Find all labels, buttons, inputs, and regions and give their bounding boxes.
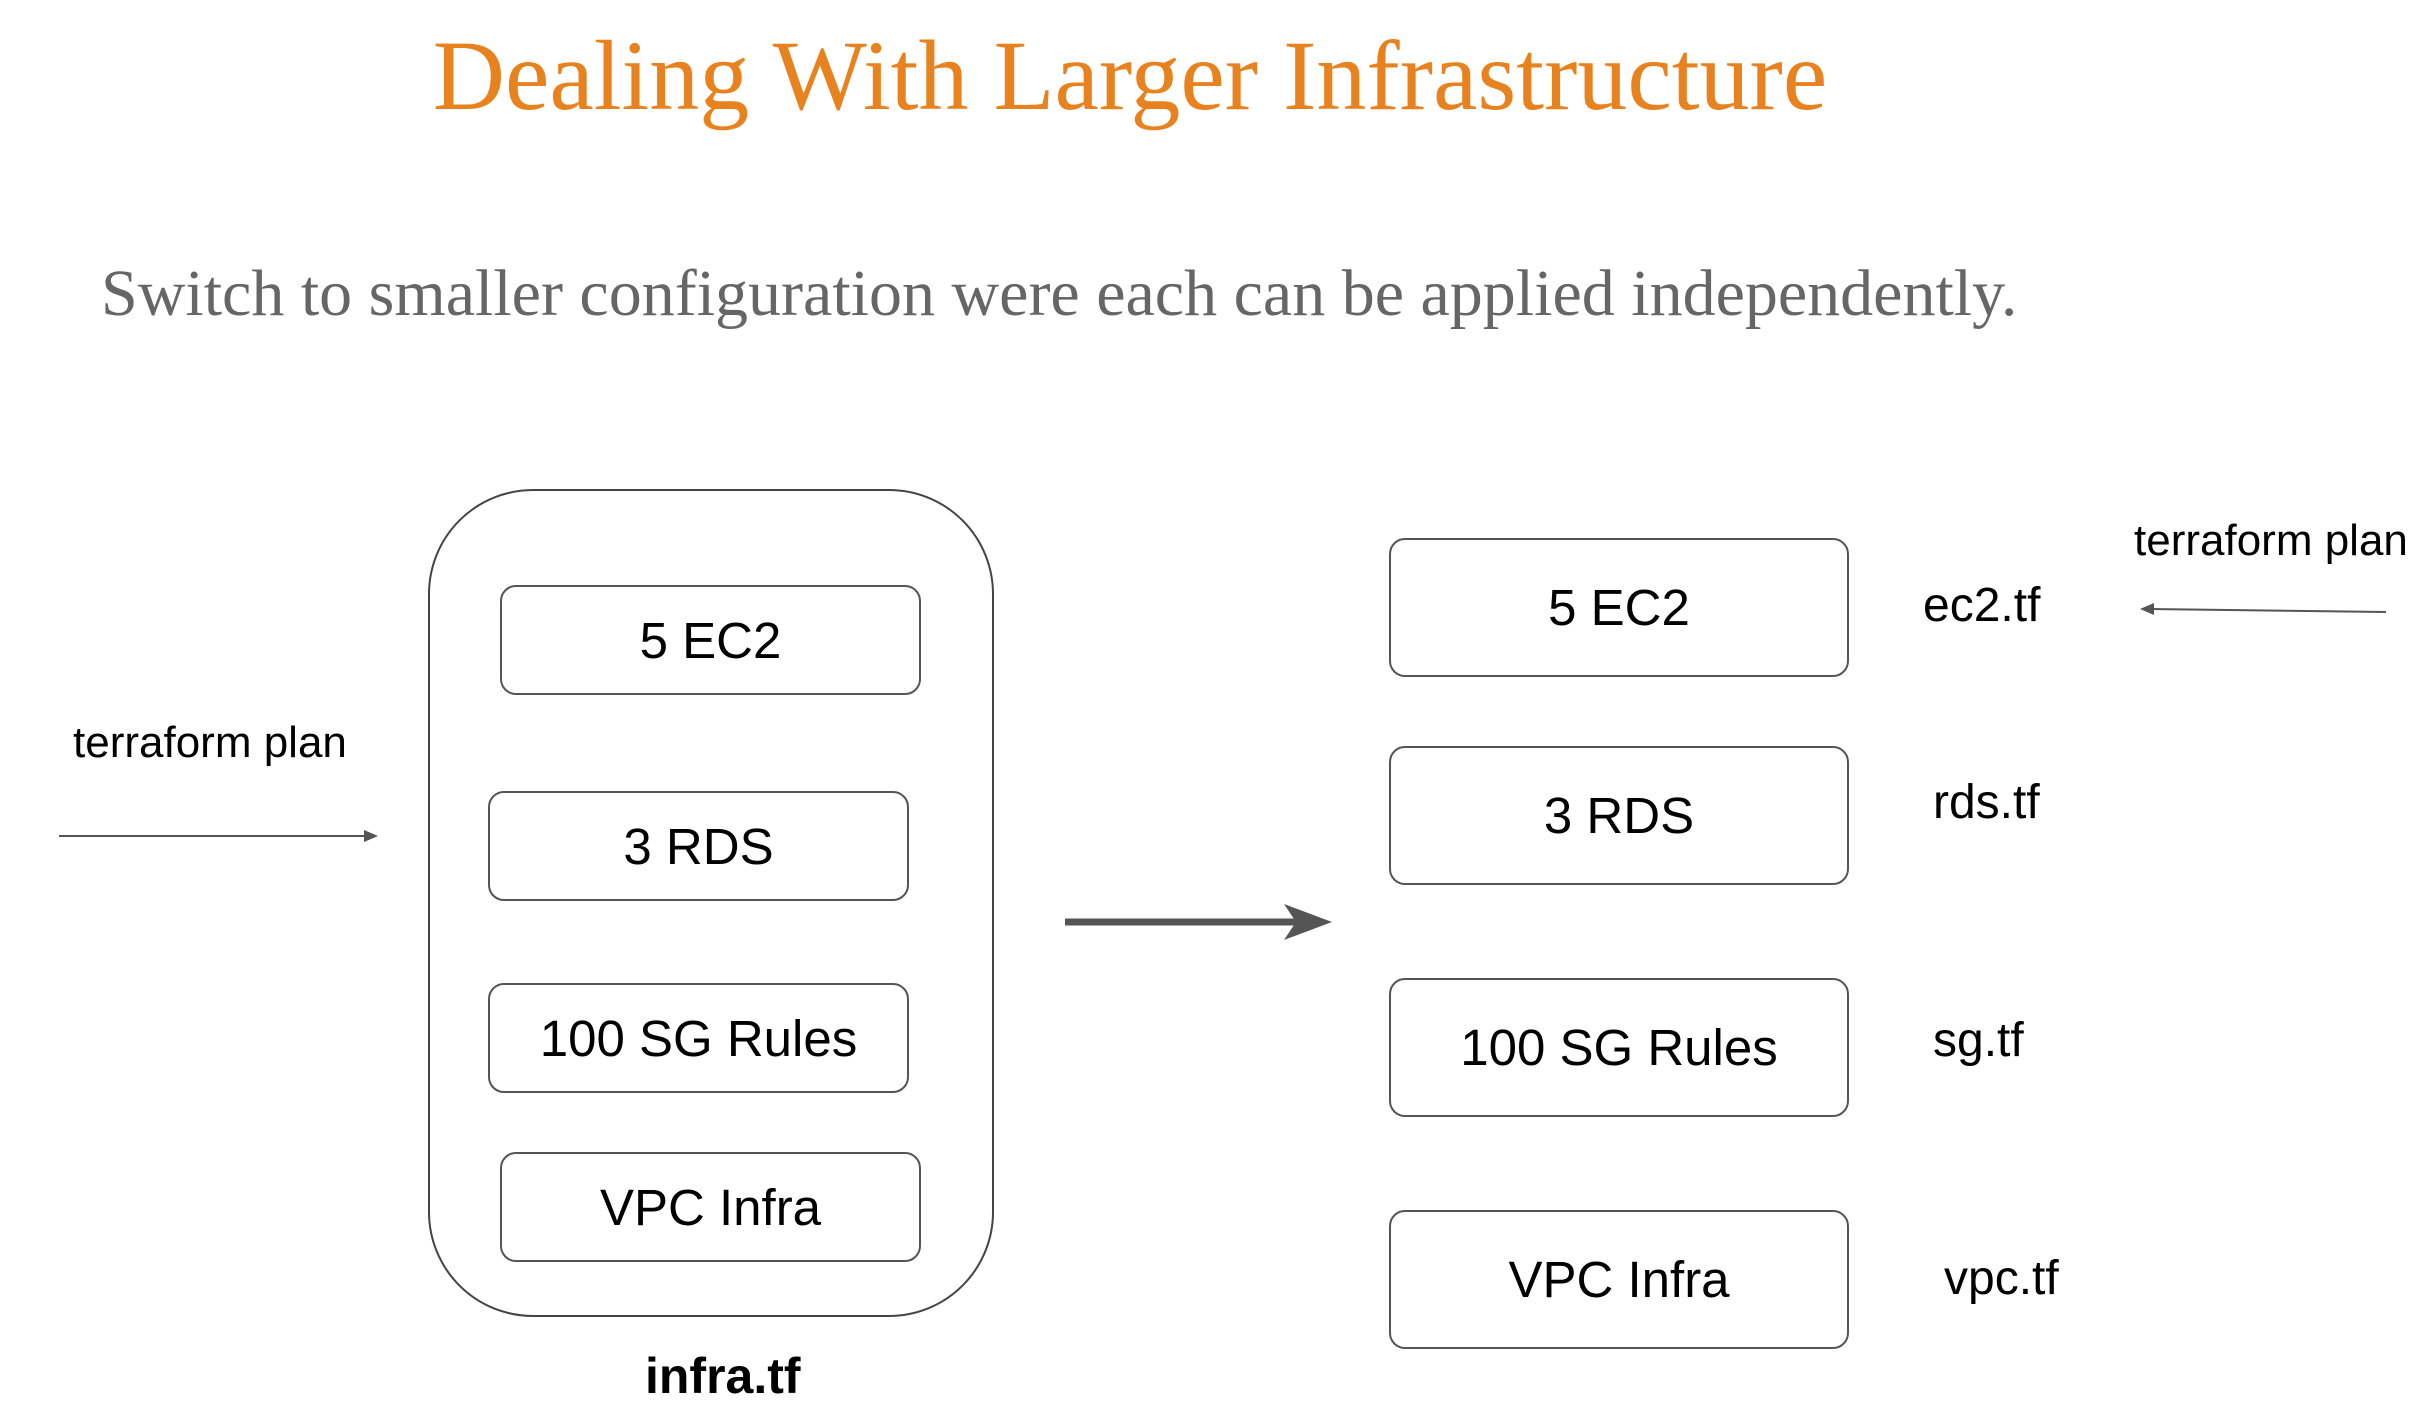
infra-file-label: infra.tf: [645, 1348, 801, 1404]
left-item-vpc: VPC Infra: [500, 1152, 921, 1262]
right-item-vpc: VPC Infra: [1389, 1210, 1849, 1349]
slide-title: Dealing With Larger Infrastructure: [432, 20, 1828, 131]
right-plan-label: terraform plan: [2134, 516, 2408, 565]
right-item-rds: 3 RDS: [1389, 746, 1849, 885]
file-vpc: vpc.tf: [1944, 1252, 2059, 1305]
left-plan-label: terraform plan: [73, 718, 347, 767]
file-sg: sg.tf: [1933, 1014, 2024, 1067]
left-item-sg: 100 SG Rules: [488, 983, 909, 1093]
right-item-ec2: 5 EC2: [1389, 538, 1849, 677]
slide-subtitle: Switch to smaller configuration were each can be applied independently.: [101, 257, 2018, 330]
right-item-sg: 100 SG Rules: [1389, 978, 1849, 1117]
transform-arrow: [1065, 904, 1332, 940]
right-plan-arrow: [2140, 603, 2386, 615]
file-ec2: ec2.tf: [1923, 579, 2041, 632]
left-plan-arrow: [59, 830, 378, 842]
left-item-rds: 3 RDS: [488, 791, 909, 901]
file-rds: rds.tf: [1933, 776, 2040, 829]
left-item-ec2: 5 EC2: [500, 585, 921, 695]
